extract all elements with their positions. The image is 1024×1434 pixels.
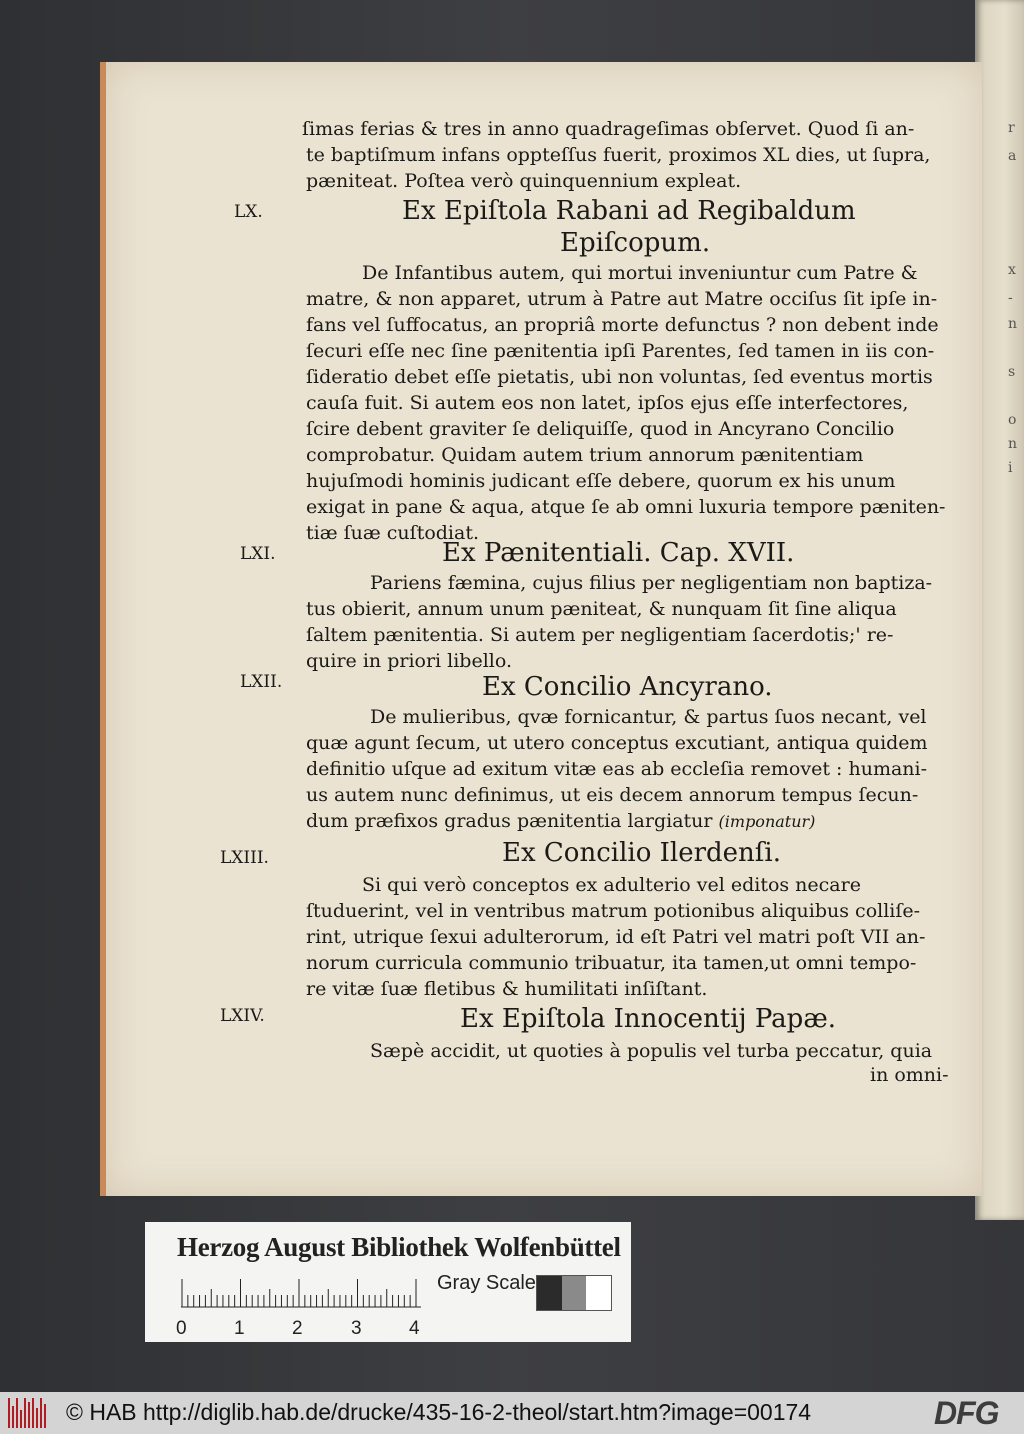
edge-glyph: i — [1008, 460, 1013, 476]
barcode-stripe — [32, 1398, 34, 1428]
barcode-logo-icon — [8, 1398, 50, 1428]
ruler-number: 1 — [234, 1318, 245, 1339]
text-line: Si qui verò conceptos ex adulterio vel editos necare — [362, 874, 861, 896]
edge-glyph: a — [1008, 148, 1017, 164]
text-line-main: dum præfixos gradus pænitentia largiatur — [306, 810, 713, 832]
text-line: De Infantibus autem, qui mortui inveniuntur cum Patre & — [362, 262, 918, 284]
barcode-stripe — [40, 1398, 42, 1428]
catchword: in omni- — [870, 1064, 949, 1086]
text-line: rint, utrique ſexui adulterorum, id eſt Patri vel matri poſt VII an- — [306, 926, 926, 948]
gray-patch-dark — [537, 1276, 562, 1310]
section-heading: Ex Pænitentiali. Cap. XVII. — [442, 538, 795, 568]
edge-glyph: n — [1008, 436, 1018, 452]
text-line: pæniteat. Poſtea verò quinquennium expleat. — [306, 170, 742, 192]
text-line: us autem nunc definimus, ut eis decem annorum tempus ſecun- — [306, 784, 919, 806]
text-line: ſcire debent graviter ſe deliquiſſe, quod in Ancyrano Concilio — [306, 418, 895, 440]
gray-patch-mid — [562, 1276, 587, 1310]
text-line: tus obierit, annum unum pæniteat, & nunquam ſit ſine aliqua — [306, 598, 897, 620]
barcode-stripe — [28, 1402, 30, 1428]
library-name: Herzog August Bibliothek Wolfenbüttel — [177, 1232, 621, 1262]
text-line: norum curricula communio tribuatur, ita tamen,ut omni tempo- — [306, 952, 917, 974]
text-line: ſecuri eſſe nec ſine pænitentia ipſi Parentes, ſed tamen in iis con- — [306, 340, 935, 362]
dfg-logo: DFG — [934, 1395, 999, 1431]
margin-number: LXI. — [240, 544, 276, 564]
text-line: tiæ ſuæ cuſtodiat. — [306, 522, 480, 544]
book-page — [100, 62, 982, 1196]
edge-glyph: n — [1008, 316, 1018, 332]
barcode-stripe — [12, 1406, 14, 1428]
text-line — [306, 810, 815, 833]
margin-number: LX. — [234, 202, 263, 222]
ruler-number: 2 — [292, 1318, 303, 1339]
text-line: quire in priori libello. — [306, 650, 513, 672]
barcode-stripe — [20, 1410, 22, 1428]
text-line: ſaltem pænitentia. Si autem per negligentiam ſacerdotis;' re- — [306, 624, 894, 646]
section-heading: Ex Epiſtola Rabani ad Regibaldum — [402, 196, 856, 226]
text-line: hujuſmodi hominis judicant eſſe debere, quorum ex his unum — [306, 470, 896, 492]
margin-number: LXIV. — [220, 1006, 265, 1026]
edge-glyph: o — [1008, 412, 1017, 428]
edge-glyph: s — [1008, 364, 1016, 380]
source-citation-link[interactable]: © HAB http://diglib.hab.de/drucke/435-16-2-theol/start.htm?image=00174 — [66, 1399, 812, 1425]
edge-glyph: - — [1008, 290, 1013, 306]
section-heading: Epiſcopum. — [560, 228, 711, 258]
text-line: matre, & non apparet, utrum à Patre aut Matre occiſus ſit ipſe in- — [306, 288, 938, 310]
gray-scale-label: Gray Scale — [437, 1272, 536, 1294]
text-line: te baptiſmum infans oppteſſus fuerit, proximos XL dies, ut ſupra, — [306, 144, 931, 166]
barcode-stripe — [8, 1398, 10, 1428]
margin-number: LXII. — [240, 672, 283, 692]
ruler-number: 4 — [409, 1318, 420, 1339]
gray-patch-white — [586, 1276, 611, 1310]
barcode-stripe — [24, 1398, 26, 1428]
color-target-card — [145, 1222, 631, 1342]
text-line: cauſa fuit. Si autem eos non latet, ipſos ejus eſſe interfectores, — [306, 392, 909, 414]
barcode-stripe — [36, 1408, 38, 1428]
text-line: ſtuduerint, vel in ventribus matrum potionibus aliquibus colliſe- — [306, 900, 921, 922]
edge-glyph: r — [1008, 120, 1015, 136]
section-heading: Ex Concilio Ilerdenſi. — [502, 838, 782, 868]
edge-glyph: x — [1008, 262, 1016, 278]
section-heading: Ex Epiſtola Innocentij Papæ. — [460, 1004, 837, 1034]
text-line: exigat in pane & aqua, atque ſe ab omni luxuria tempore pæniten- — [306, 496, 946, 518]
text-line: ſimas ferias & tres in anno quadrageſimas obſervet. Quod ſi an- — [302, 118, 915, 140]
text-line: re vitæ ſuæ fletibus & humilitati inſiſtant. — [306, 978, 708, 1000]
margin-number: LXIII. — [220, 848, 269, 868]
ruler-number: 0 — [176, 1318, 187, 1339]
text-line: ſideratio debet eſſe pietatis, ubi non voluntas, ſed eventus mortis — [306, 366, 933, 388]
footer-bar — [0, 1392, 1024, 1434]
gray-scale-swatch — [536, 1275, 612, 1311]
barcode-stripe — [44, 1404, 46, 1428]
barcode-stripe — [16, 1398, 18, 1428]
text-line: comprobatur. Quidam autem trium annorum pænitentiam — [306, 444, 864, 466]
ruler-scale — [181, 1278, 423, 1308]
ruler-number: 3 — [351, 1318, 362, 1339]
text-line: Sæpè accidit, ut quoties à populis vel turba peccatur, quia — [370, 1040, 933, 1062]
text-line: fans vel ſuffocatus, an propriâ morte defunctus ? non debent inde — [306, 314, 939, 336]
section-heading: Ex Concilio Ancyrano. — [482, 672, 773, 702]
text-line: De mulieribus, qvæ fornicantur, & partus ſuos necant, vel — [370, 706, 927, 728]
text-line: Pariens fæmina, cujus filius per negligentiam non baptiza- — [370, 572, 933, 594]
text-line: quæ agunt ſecum, ut utero conceptus excutiant, antiqua quidem — [306, 732, 928, 754]
adjacent-page-edge — [975, 0, 1024, 1220]
text-line: definitio uſque ad exitum vitæ eas ab eccleſia removet : humani- — [306, 758, 928, 780]
inline-note: (imponatur) — [718, 812, 816, 831]
